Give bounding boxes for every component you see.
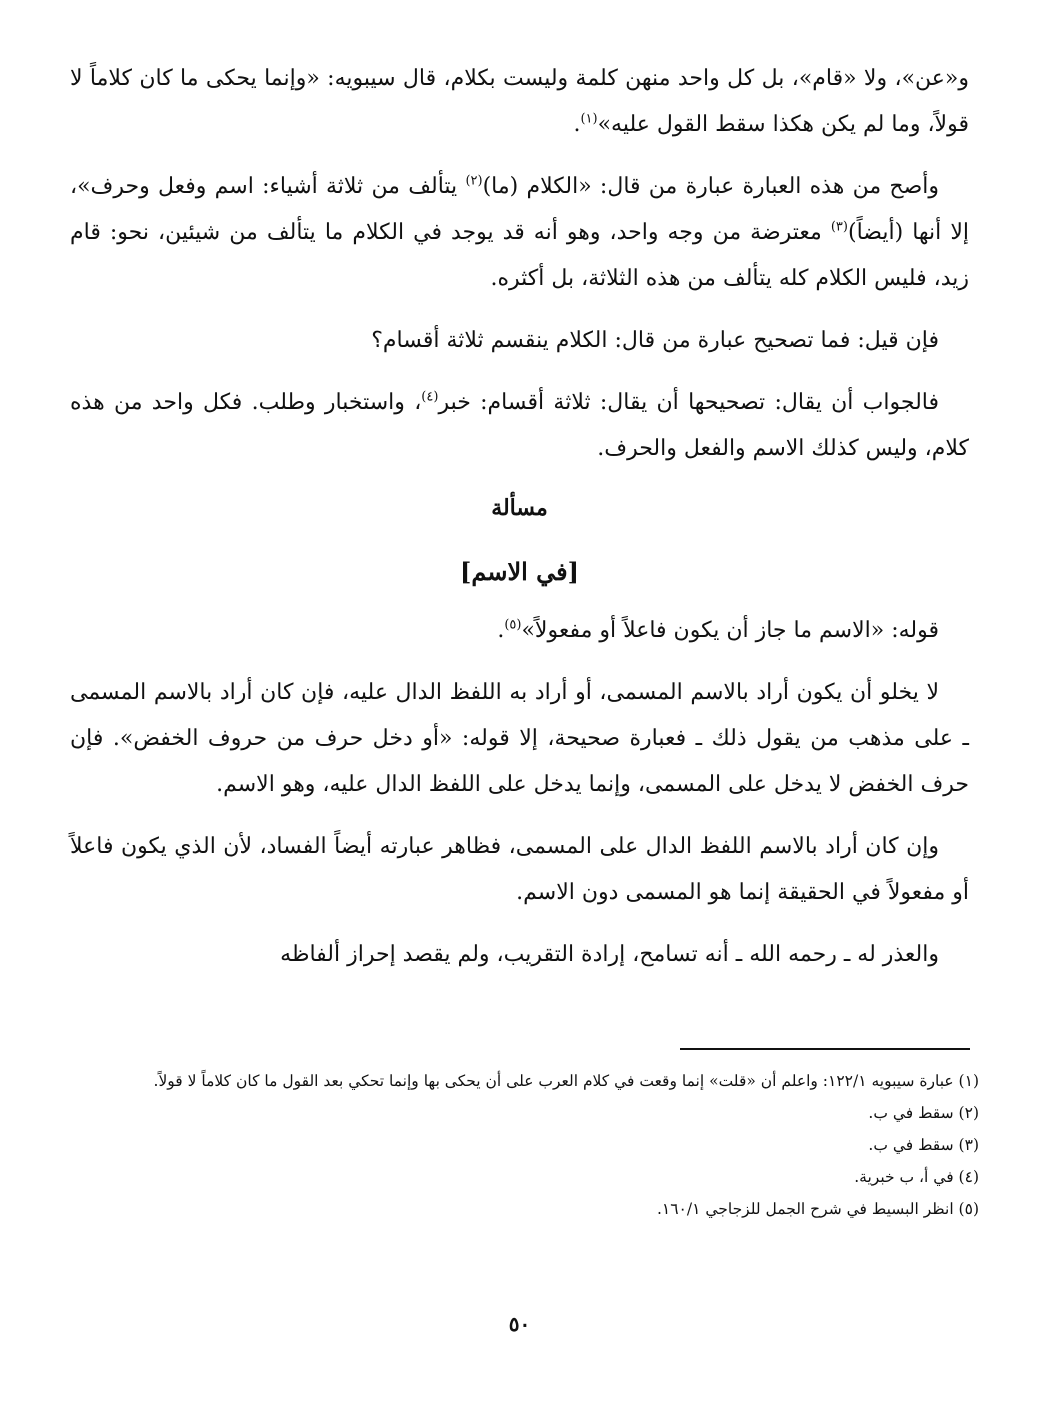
paragraph-3: فإن قيل: فما تصحيح عبارة من قال: الكلام ينقسم ثلاثة أقسام؟ [371, 328, 939, 353]
paragraph-7: وإن كان أراد بالاسم اللفظ الدال على المسمى، فظاهر عبارته أيضاً الفساد، لأن الذي يكون فاعلاً أو مفعولاً في الحقيقة إنما هو المسمى دون الاسم. [70, 834, 969, 905]
paragraph-5-text-b: . [497, 618, 505, 643]
paragraph-2-text-c: معترضة من وجه واحد، وهو أنه قد يوجد في الكلام ما يتألف من شيئين، نحو: قام زيد، فليس الكلام كله يتألف من هذه الثلاثة، بل أكثره. [70, 220, 969, 291]
footnote-ref-1[interactable]: (١) [580, 111, 598, 127]
paragraph-1-end: . [573, 112, 581, 137]
paragraph-4-text-b: ، واستخبار وطلب. فكل واحد من هذه كلام، وليس كذلك الاسم والفعل والحرف. [70, 390, 969, 461]
paragraph-8: والعذر له ـ رحمه الله ـ أنه تسامح، إرادة التقريب، ولم يقصد إحراز ألفاظه [280, 942, 939, 967]
footnote-5: (٥) انظر البسيط في شرح الجمل للزجاجي ١٦٠/١. [656, 1200, 979, 1218]
paragraph-6: لا يخلو أن يكون أراد بالاسم المسمى، أو أراد به اللفظ الدال عليه، فإن كان أراد بالاسم المسمى ـ على مذهب من يقول ذلك ـ فعبارة صحيحة، إلا قوله: «أو دخل حرف من حروف الخفض». فإن حرف الخفض لا يدخل على المسمى، وإنما يدخل على اللفظ الدال عليه، وهو الاسم. [70, 680, 969, 797]
paragraph-4 [70, 380, 969, 472]
footnote-ref-3[interactable]: (٣) [830, 219, 848, 235]
footnote-3: (٣) سقط في ب. [868, 1136, 979, 1154]
footnote-4: (٤) في أ، ب خبرية. [854, 1168, 979, 1186]
paragraph-4-text-a: فالجواب أن يقال: تصحيحها أن يقال: ثلاثة أقسام: خبر [438, 390, 939, 415]
footnote-separator [680, 1048, 970, 1050]
section-heading-ism: [في الاسم] [460, 557, 579, 586]
paragraph-2 [70, 164, 969, 302]
page-number: ٥٠ [508, 1312, 531, 1336]
main-text [70, 56, 969, 994]
section-heading-masala: مسألة [491, 495, 548, 521]
footnote-ref-4[interactable]: (٤) [421, 389, 439, 405]
paragraph-2-text-b: يتألف من ثلاثة أشياء: اسم وفعل وحرف»، إلا أنها (أيضاً) [70, 174, 969, 245]
paragraph-1-text: و«عن»، ولا «قام»، بل كل واحد منهن كلمة وليست بكلام، قال سيبويه: «وإنما يحكى ما كان كلاماً لا قولاً، وما لم يكن هكذا سقط القول عليه» [70, 66, 969, 137]
footnotes [70, 1066, 979, 1226]
paragraph-5-text-a: قوله: «الاسم ما جاز أن يكون فاعلاً أو مفعولاً» [521, 618, 939, 643]
footnote-2: (٢) سقط في ب. [868, 1104, 979, 1122]
paragraph-5 [70, 608, 969, 654]
paragraph-2-text-a: وأصح من هذه العبارة عبارة من قال: «الكلام (ما) [482, 174, 939, 199]
footnote-1: (١) عبارة سيبويه ١٢٢/١: واعلم أن «قلت» إنما وقعت في كلام العرب على أن يحكى بها وإنما تحكي بعد القول ما كان كلاماً لا قولاً. [153, 1072, 979, 1090]
footnote-ref-5[interactable]: (٥) [504, 617, 522, 633]
footnote-ref-2[interactable]: (٢) [465, 173, 483, 189]
paragraph-1 [70, 56, 969, 148]
